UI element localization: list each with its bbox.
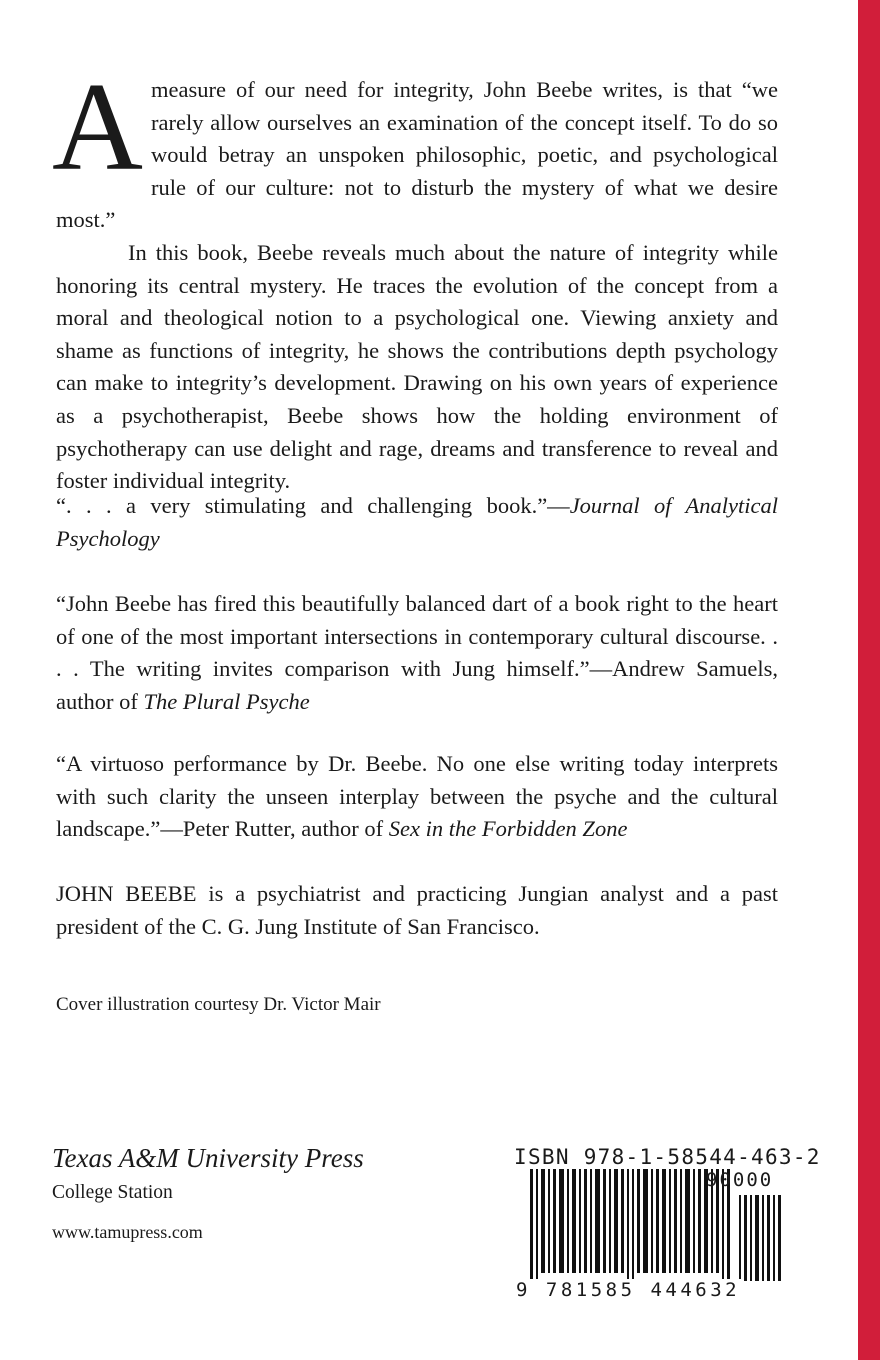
quote-source: The Plural Psyche bbox=[143, 688, 310, 714]
review-quote bbox=[56, 748, 778, 846]
publisher-name: Texas A&M University Press bbox=[52, 1143, 364, 1173]
intro-text: measure of our need for integrity, John Beebe writes, is that “we rarely allow ourselves an examination of the concept itself. To do so would betray an unspoken philosophic, poetic, and psychological rule of our culture: not to disturb the mystery of what we desire most.” bbox=[56, 77, 778, 233]
author-bio: JOHN BEEBE is a psychiatrist and practicing Jungian analyst and a past president of the C. G. Jung Institute of San Francisco. bbox=[56, 881, 778, 939]
quote-text: “. . . a very stimulating and challenging book.”— bbox=[56, 493, 570, 518]
quote-source: Journal of Analytical Psychology bbox=[56, 493, 779, 551]
isbn-label: ISBN 978-1-58544-463-2 bbox=[514, 1145, 821, 1169]
drop-cap: A bbox=[52, 58, 143, 197]
quote-text: “John Beebe has fired this beautifully balanced dart of a book right to the heart of one of the most important intersections in contemporary cultural discourse. . . . The writing invites comparison with Jung himself.”—Andrew Samuels, author of bbox=[56, 591, 778, 714]
quote-text: “A virtuoso performance by Dr. Beebe. No one else writing today interprets with such clarity the unseen interplay between the psyche and the cultural landscape.”—Peter Rutter, author of bbox=[56, 751, 778, 842]
barcode-digits: 9 781585 444632 bbox=[516, 1279, 741, 1301]
review-quote bbox=[56, 588, 778, 718]
description-paragraph: In this book, Beebe reveals much about the nature of integrity while honoring its central mystery. He traces the evolution of the concept from a moral and theological notion to a psychological one. Viewing anxiety and shame as functions of integrity, he shows the contributions depth psychology can make to integrity’s development. Drawing on his own years of experience as a psychotherapist, Beebe shows how the holding environment of psychotherapy can use delight and rage, dreams and transference to reveal and foster individual integrity. bbox=[56, 239, 778, 494]
isbn-barcode bbox=[514, 1145, 821, 1305]
quote-source: Sex in the Forbidden Zone bbox=[388, 816, 628, 842]
spine-color-stripe bbox=[858, 0, 880, 1360]
publisher-block bbox=[52, 1142, 364, 1244]
review-quote bbox=[56, 490, 778, 555]
publisher-city: College Station bbox=[52, 1182, 173, 1203]
intro-paragraph bbox=[52, 58, 778, 498]
price-code: 90000 bbox=[706, 1169, 774, 1191]
cover-credit: Cover illustration courtesy Dr. Victor Mair bbox=[56, 994, 381, 1015]
publisher-url: www.tamupress.com bbox=[52, 1222, 203, 1242]
